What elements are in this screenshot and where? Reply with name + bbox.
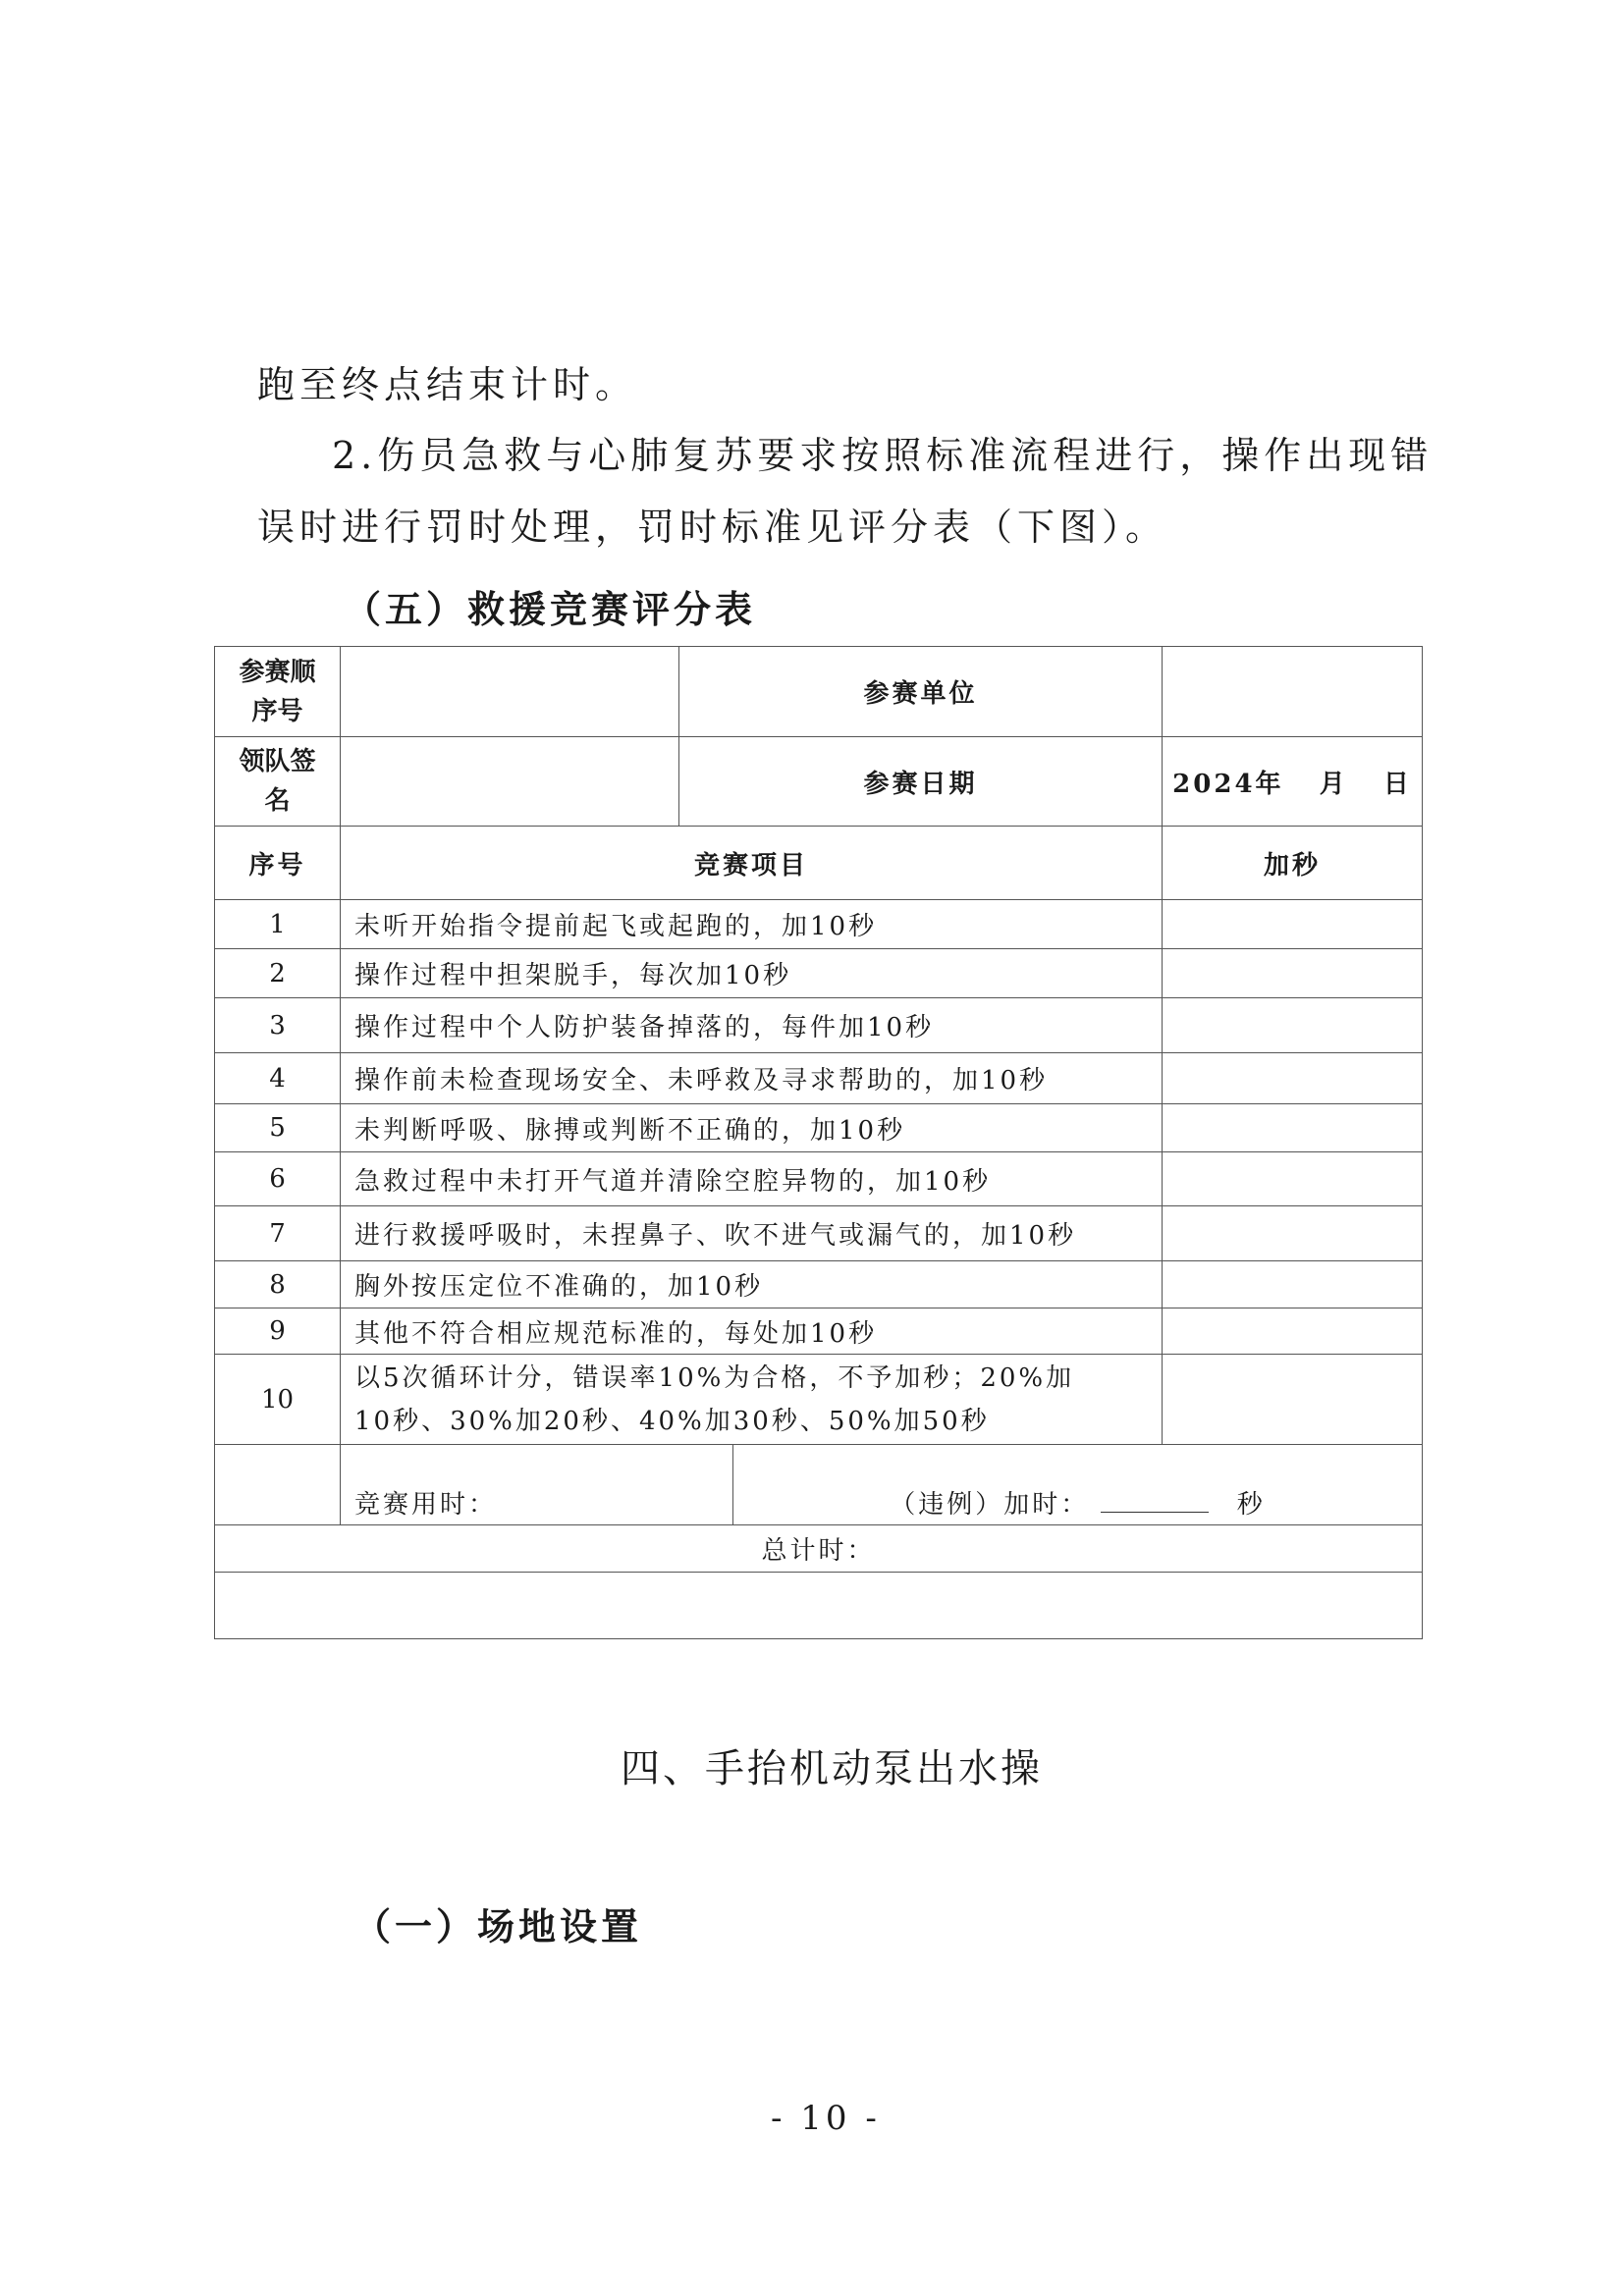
table-row: [215, 1104, 1423, 1152]
table-row: [215, 949, 1423, 998]
blank-cell: [215, 1573, 1423, 1639]
row-add: [1163, 998, 1423, 1053]
time-row-blank: [215, 1445, 341, 1525]
penalty-unit: 秒: [1236, 1490, 1266, 1520]
row-add: [1163, 1053, 1423, 1104]
row-add: [1163, 1104, 1423, 1152]
table-row: [215, 1152, 1423, 1206]
entry-order-label: 参赛顺序号: [215, 647, 341, 737]
row-seq: 4: [215, 1053, 341, 1104]
row-add: [1163, 900, 1423, 949]
column-header-row: [215, 827, 1423, 900]
entry-row: [215, 647, 1423, 737]
total-row: [215, 1525, 1423, 1573]
time-row: [215, 1445, 1423, 1525]
row-seq: 3: [215, 998, 341, 1053]
row-item: 操作过程中担架脱手，每次加10秒: [341, 949, 1163, 998]
row-item: 胸外按压定位不准确的，加10秒: [341, 1261, 1163, 1308]
penalty-blank: [1101, 1488, 1209, 1513]
row-seq: 9: [215, 1308, 341, 1355]
table-row: [215, 900, 1423, 949]
section-heading: 四、手抬机动泵出水操: [621, 1746, 1043, 1791]
table-row: [215, 1053, 1423, 1104]
table-heading: （五）救援竞赛评分表: [344, 588, 757, 631]
row-add: [1163, 1308, 1423, 1355]
row-item: 操作前未检查现场安全、未呼救及寻求帮助的，加10秒: [341, 1053, 1163, 1104]
table-row: [215, 1261, 1423, 1308]
page-number: - 10 -: [771, 2099, 881, 2138]
row-seq: 10: [215, 1355, 341, 1445]
col-add-header: 加秒: [1163, 827, 1423, 900]
row-add: [1163, 1355, 1423, 1445]
unit-label: 参赛单位: [679, 647, 1163, 737]
score-table: [214, 646, 1423, 1639]
row-seq: 2: [215, 949, 341, 998]
table-row: [215, 1308, 1423, 1355]
paragraph-line-2: 2.伤员急救与心肺复苏要求按照标准流程进行，操作出现错: [332, 434, 1434, 477]
paragraph-line-1: 跑至终点结束计时。: [257, 363, 638, 406]
paragraph-line-3: 误时进行罚时处理，罚时标准见评分表（下图）。: [257, 506, 1168, 549]
row-seq: 5: [215, 1104, 341, 1152]
row-item: 未听开始指令提前起飞或起跑的，加10秒: [341, 900, 1163, 949]
row-seq: 8: [215, 1261, 341, 1308]
unit-value: [1163, 647, 1423, 737]
row10-line-2: 10秒、30%加20秒、40%加30秒、50%加50秒: [354, 1406, 990, 1436]
penalty-cell: [733, 1445, 1423, 1525]
table-row: [215, 1206, 1423, 1261]
row-seq: 1: [215, 900, 341, 949]
row-add: [1163, 949, 1423, 998]
total-label: 总计时：: [215, 1525, 1423, 1573]
col-seq-header: 序号: [215, 827, 341, 900]
date-label: 参赛日期: [679, 737, 1163, 827]
time-used-label: 竞赛用时：: [341, 1445, 733, 1525]
row-item: [341, 1355, 1163, 1445]
row-seq: 6: [215, 1152, 341, 1206]
penalty-label: （违例）加时：: [890, 1490, 1090, 1520]
date-value: 2024年 月 日: [1163, 737, 1423, 827]
row10-line-1: 以5次循环计分，错误率10%为合格，不予加秒；20%加: [354, 1362, 1075, 1393]
leader-row: [215, 737, 1423, 827]
row-add: [1163, 1206, 1423, 1261]
row-seq: 7: [215, 1206, 341, 1261]
row-item: 未判断呼吸、脉搏或判断不正确的，加10秒: [341, 1104, 1163, 1152]
leader-value: [341, 737, 679, 827]
col-item-header: 竞赛项目: [341, 827, 1163, 900]
subsection-heading: （一）场地设置: [353, 1905, 643, 1949]
row-item: 进行救援呼吸时，未捏鼻子、吹不进气或漏气的，加10秒: [341, 1206, 1163, 1261]
row-add: [1163, 1152, 1423, 1206]
blank-row: [215, 1573, 1423, 1639]
leader-label: 领队签名: [215, 737, 341, 827]
row-item: 急救过程中未打开气道并清除空腔异物的，加10秒: [341, 1152, 1163, 1206]
row-add: [1163, 1261, 1423, 1308]
table-row: [215, 998, 1423, 1053]
row-item: 其他不符合相应规范标准的，每处加10秒: [341, 1308, 1163, 1355]
row-item: 操作过程中个人防护装备掉落的，每件加10秒: [341, 998, 1163, 1053]
table-row: [215, 1355, 1423, 1445]
entry-order-value: [341, 647, 679, 737]
